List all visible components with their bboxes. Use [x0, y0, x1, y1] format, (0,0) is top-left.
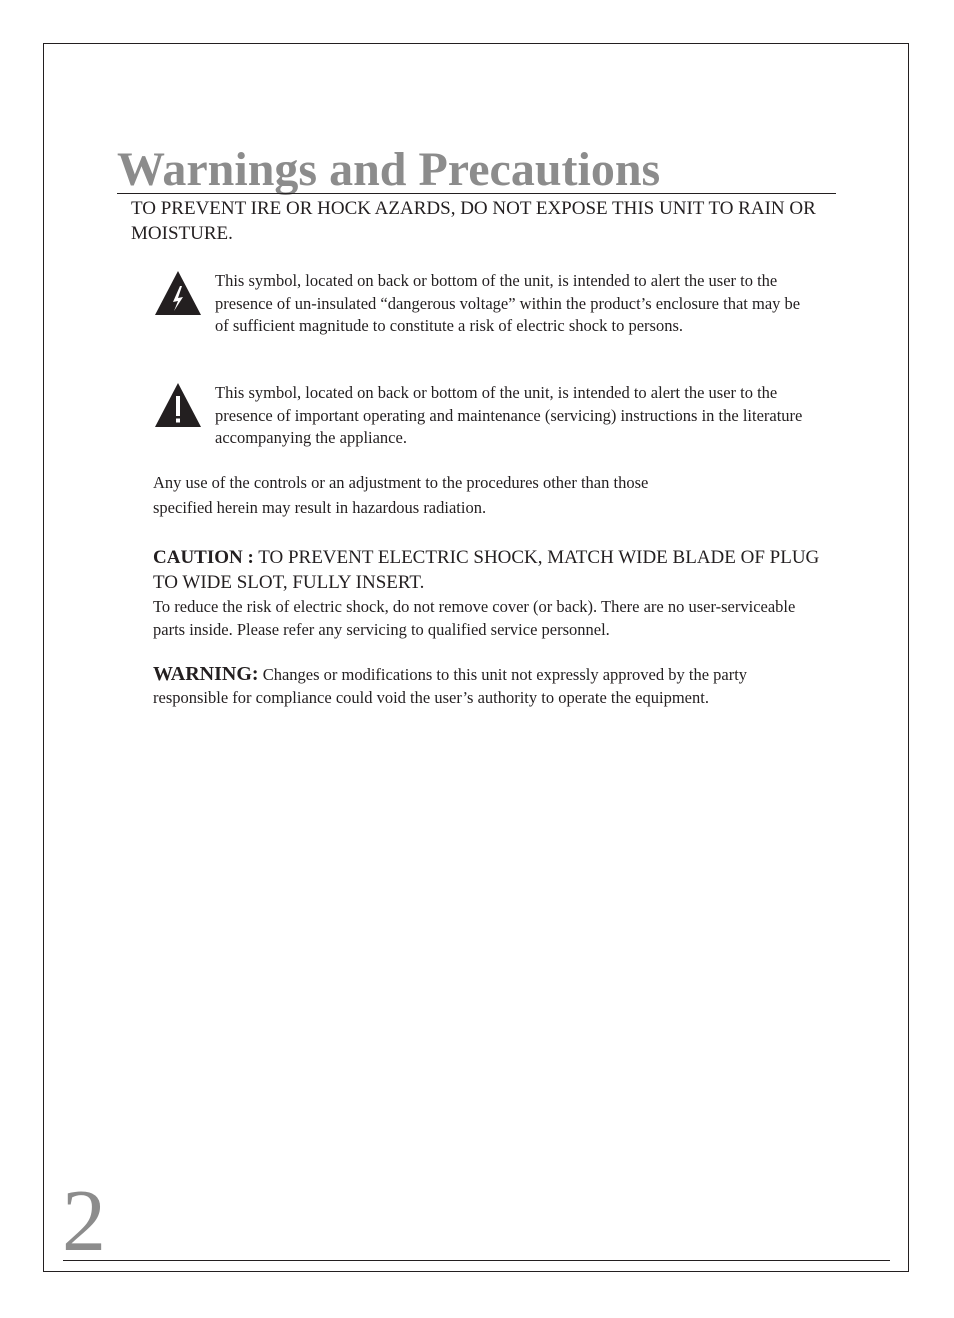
symbol-description: This symbol, located on back or bottom of the unit, is intended to alert the user to the presence of un-insulated “dangerous voltage” within the product’s enclosure that may be of sufficient magnitude to constitute a risk of electric shock to persons. — [215, 271, 801, 335]
symbol-description: This symbol, located on back or bottom of the unit, is intended to alert the user to the presence of important operating and maintenance (servicing) instructions in the literature accompanying the appliance. — [215, 383, 803, 447]
caution-heading — [153, 545, 823, 595]
page-number: 2 — [62, 1173, 106, 1270]
warning-text: Changes or modifications to this unit not expressly approved by the party responsible for compliance could void the user’s authority to operate the equipment. — [153, 665, 748, 707]
caution-section — [153, 545, 823, 641]
caution-label: CAUTION : — [153, 547, 254, 568]
exclamation-warning-icon — [154, 382, 202, 428]
lightning-warning-icon — [154, 270, 202, 316]
page-title: Warnings and Precautions — [117, 143, 661, 196]
warning-section — [153, 663, 813, 709]
caution-text: TO PREVENT ELECTRIC SHOCK, MATCH WIDE BLADE OF PLUG TO WIDE SLOT, FULLY INSERT. — [153, 547, 820, 593]
intro-warning: TO PREVENT IRE OR HOCK AZARDS, DO NOT EXPOSE THIS UNIT TO RAIN OR MOISTURE. — [131, 198, 816, 244]
radiation-notice-line: specified herein may result in hazardous radiation. — [153, 498, 487, 517]
title-underline — [117, 193, 836, 194]
radiation-notice-line: Any use of the controls or an adjustment to the procedures other than those — [153, 473, 649, 492]
warning-label: WARNING: — [153, 663, 259, 685]
footer-rule — [63, 1260, 890, 1261]
caution-detail: To reduce the risk of electric shock, do not remove cover (or back). There are no user-serviceable parts inside. Please refer any servicing to qualified service personnel. — [153, 597, 796, 639]
radiation-notice — [153, 470, 823, 520]
